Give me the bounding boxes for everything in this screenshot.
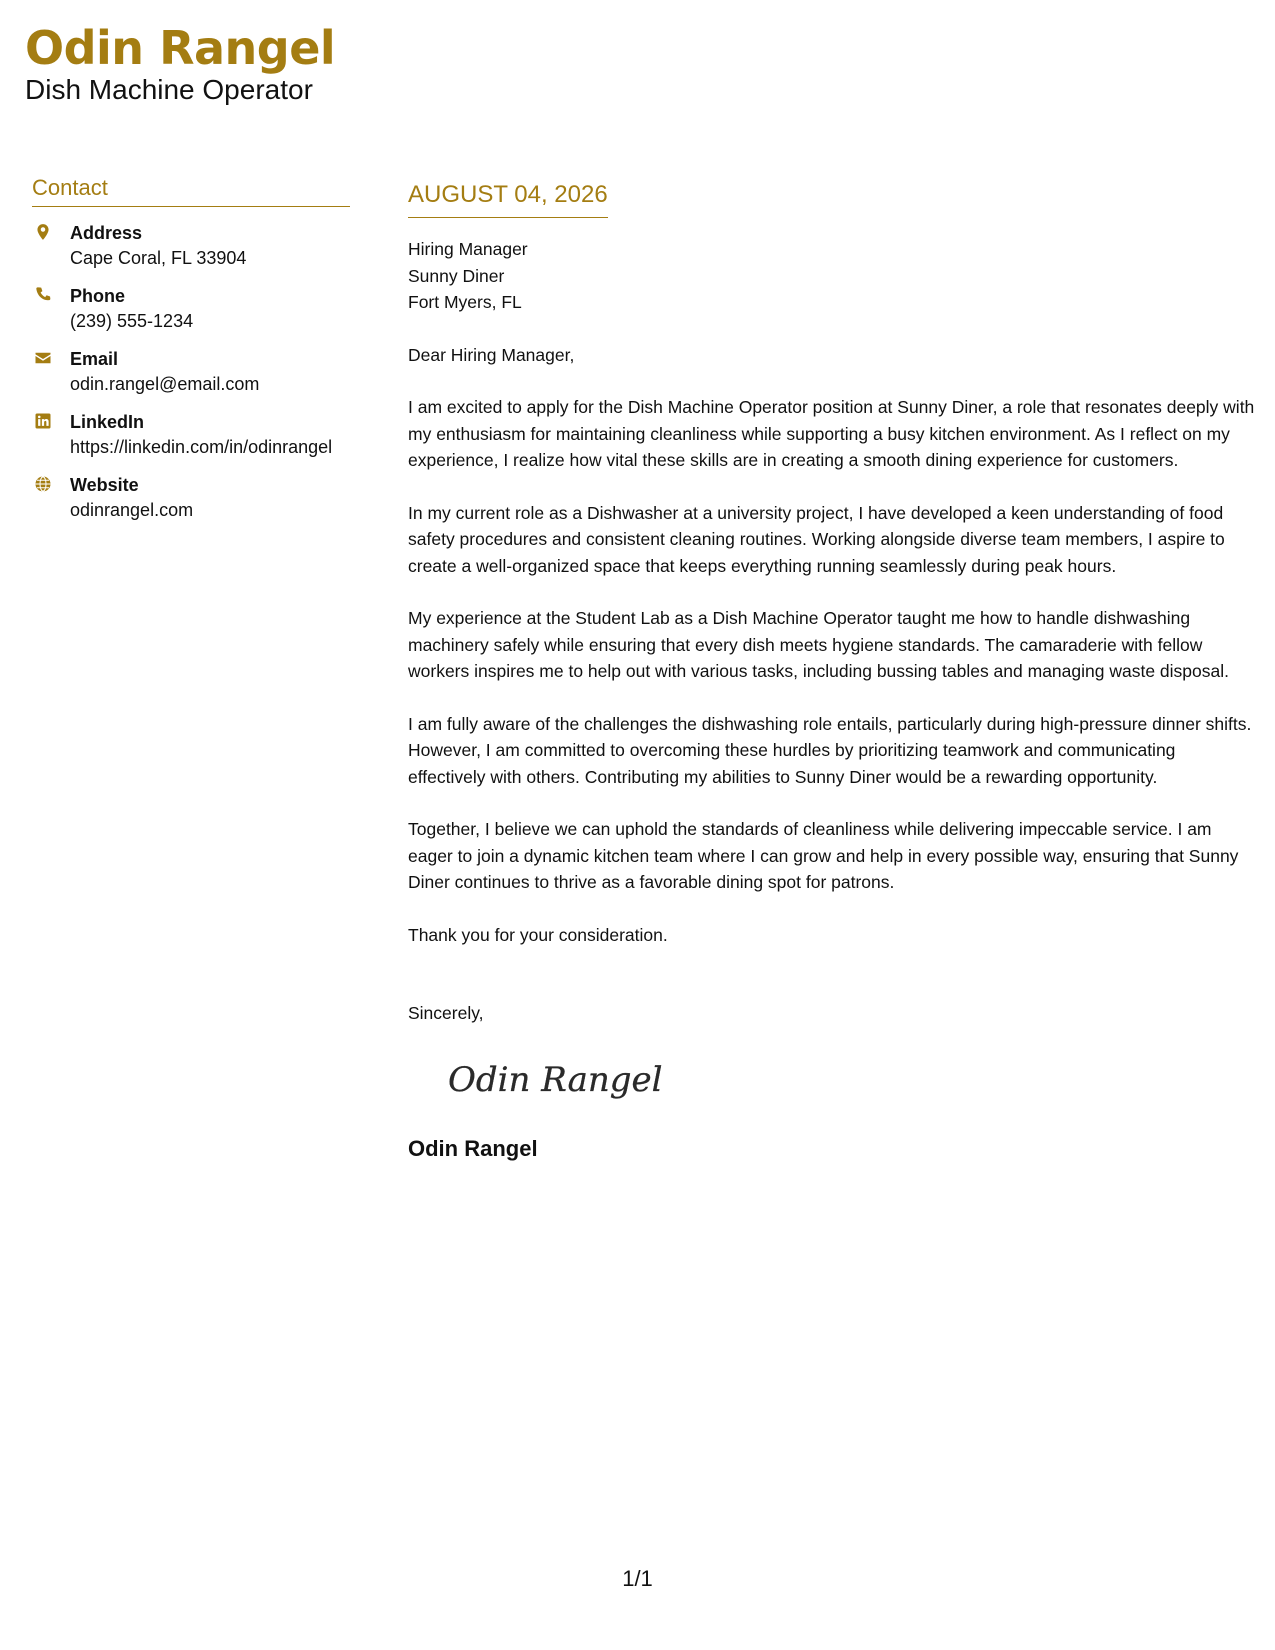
recipient-line: Fort Myers, FL: [408, 292, 522, 312]
linkedin-icon: [32, 410, 70, 460]
phone-icon: [32, 284, 70, 334]
letter-paragraph: Thank you for your consideration.: [408, 924, 668, 945]
recipient-line: Sunny Diner: [408, 265, 505, 286]
globe-icon: [32, 473, 70, 523]
contact-value-address: Cape Coral, FL 33904: [70, 248, 247, 269]
email-icon: [32, 347, 70, 397]
letter-body: [408, 180, 1256, 1163]
contact-label-address: Address: [70, 223, 143, 244]
letter-paragraph: My experience at the Student Lab as a Dish Machine Operator taught me how to handle dishwashing machinery safely while ensuring that every dish meets hygiene standards. The camaraderie with fellow workers inspires me to help out with various tasks, including bussing tables and managing waste disposal.: [408, 608, 1229, 681]
contact-label-website: Website: [70, 475, 139, 496]
letter-paragraph: I am fully aware of the challenges the dishwashing role entails, particularly during high-pressure dinner shifts. However, I am committed to overcoming these hurdles by prioritizing teamwork and communicating effectively with others. Contributing my abilities to Sunny Diner would be a rewarding opportunity.: [408, 713, 1252, 787]
page-number: 1/1: [622, 1566, 653, 1591]
contact-sidebar: [32, 175, 350, 536]
letter-paragraph: I am excited to apply for the Dish Machine Operator position at Sunny Diner, a role that resonates deeply with my enthusiasm for maintaining cleanliness while supporting a busy kitchen environment. As I reflect on my experience, I realize how vital these skills are in creating a smooth dining experience for customers.: [408, 397, 1255, 470]
contact-item-linkedin: [32, 410, 350, 460]
recipient-line: Hiring Manager: [408, 239, 528, 259]
map-pin-icon: [32, 221, 70, 271]
contact-item-address: [32, 221, 350, 271]
svg-text:Odin Rangel: Odin Rangel: [448, 1059, 663, 1100]
resume-header: [25, 22, 335, 106]
letter-paragraph: Together, I believe we can uphold the standards of cleanliness while delivering impeccable service. I am eager to join a dynamic kitchen team where I can grow and help in every possible way, ensuring that Sunny Diner continues to thrive as a favorable dining spot for patrons.: [408, 819, 1239, 892]
contact-label-email: Email: [70, 349, 119, 370]
applicant-title: Dish Machine Operator: [25, 73, 313, 105]
contact-value-phone: (239) 555-1234: [70, 311, 194, 332]
contact-value-website[interactable]: odinrangel.com: [70, 500, 194, 521]
contact-value-email[interactable]: odin.rangel@email.com: [70, 374, 260, 395]
signer-name: Odin Rangel: [408, 1135, 538, 1161]
contact-heading: Contact: [32, 175, 350, 207]
contact-item-phone: [32, 284, 350, 334]
letter-date: AUGUST 04, 2026: [408, 180, 608, 218]
closing: Sincerely,: [408, 1003, 484, 1023]
recipient-block: [408, 236, 1256, 316]
contact-item-website: [32, 473, 350, 523]
applicant-name: Odin Rangel: [25, 21, 336, 75]
handwritten-signature: [444, 1049, 1256, 1109]
salutation: Dear Hiring Manager,: [408, 344, 575, 365]
contact-label-phone: Phone: [70, 286, 126, 307]
contact-item-email: [32, 347, 350, 397]
contact-label-linkedin: LinkedIn: [70, 412, 145, 433]
contact-value-linkedin[interactable]: https://linkedin.com/in/odinrangel: [70, 437, 333, 458]
letter-paragraph: In my current role as a Dishwasher at a university project, I have developed a keen understanding of food safety procedures and consistent cleaning routines. Working alongside diverse team members, I aspire to create a well-organized space that keeps everything running seamlessly during peak hours.: [408, 502, 1225, 576]
